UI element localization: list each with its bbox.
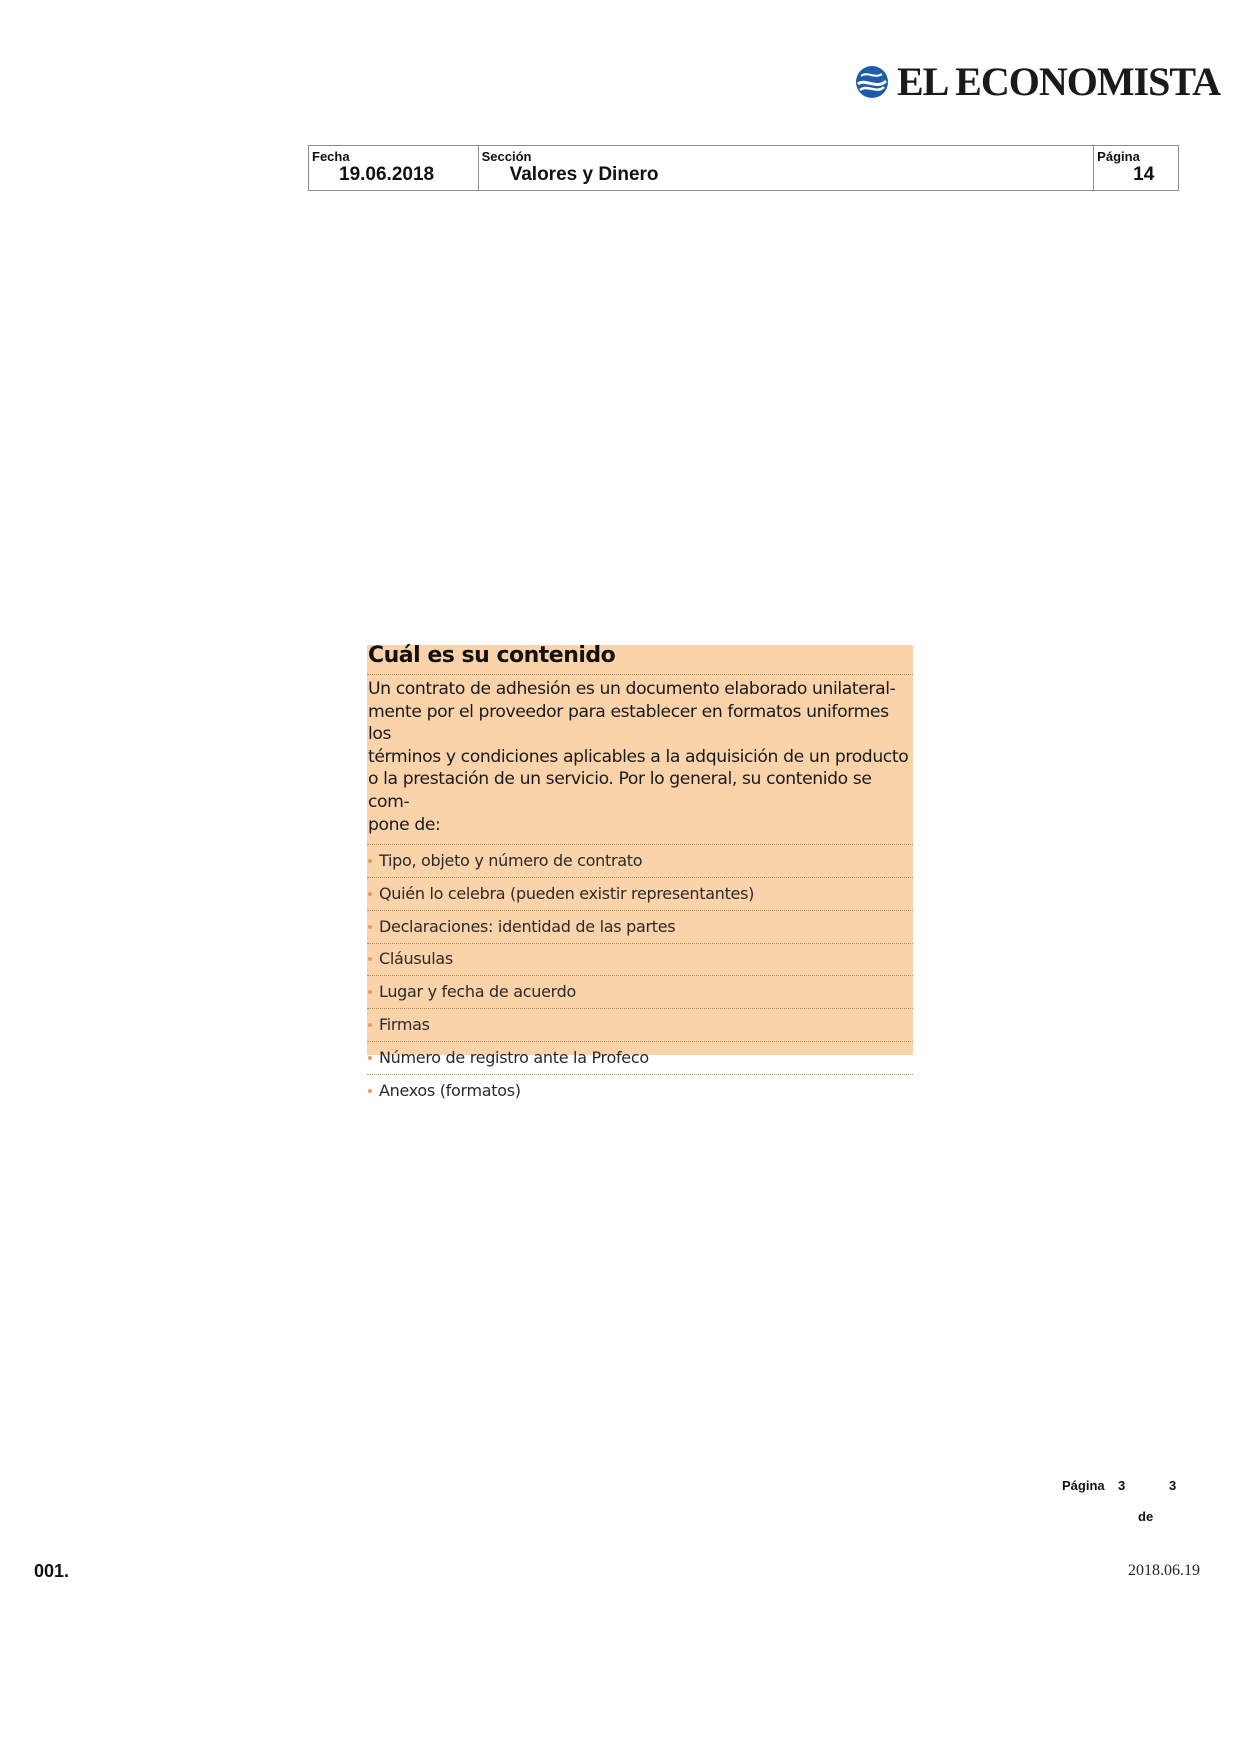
list-item-text: Lugar y fecha de acuerdo (379, 982, 576, 1002)
list-item-text: Cláusulas (379, 949, 453, 969)
list-item-text: Anexos (formatos) (379, 1081, 521, 1101)
pagina-value: 14 (1133, 164, 1155, 185)
clipping-body-line: o la prestación de un servicio. Por lo general, su contenido se com- (368, 769, 872, 812)
seccion-value: Valores y Dinero (509, 164, 659, 185)
bullet-icon (368, 1056, 372, 1060)
list-item-text: Declaraciones: identidad de las partes (379, 916, 676, 936)
clipping-body-line: mente por el proveedor para establecer en formatos uniformes los (368, 701, 889, 745)
page-counter-total: 3 (1169, 1478, 1177, 1493)
bullet-icon (368, 925, 372, 929)
page-counter-current: 3 (1118, 1478, 1126, 1493)
bullet-icon (368, 859, 372, 863)
bullet-icon (368, 957, 372, 961)
page-counter-label: Página (1062, 1478, 1105, 1493)
pagina-label: Página (1097, 149, 1140, 164)
globe-wave-icon (855, 65, 889, 99)
page-counter-of: de (1138, 1509, 1154, 1524)
list-item (367, 976, 913, 1009)
list-item (367, 944, 913, 977)
clipping-body (367, 675, 913, 845)
list-item-text: Tipo, objeto y número de contrato (379, 851, 643, 871)
bullet-icon (368, 892, 372, 896)
list-item (367, 845, 913, 878)
bullet-icon (368, 1023, 372, 1027)
seccion-cell (479, 146, 1095, 190)
header-meta-table (308, 145, 1179, 191)
list-item (367, 1075, 913, 1108)
clipping-body-line: Un contrato de adhesión es un documento elaborado unilateral- (368, 679, 896, 699)
document-code: 001. (34, 1561, 70, 1581)
list-item (367, 878, 913, 911)
article-clipping (367, 643, 913, 1101)
pagina-cell (1094, 146, 1178, 190)
list-item (367, 911, 913, 944)
list-item-text: Firmas (379, 1015, 430, 1035)
page-counter (1062, 1478, 1182, 1528)
fecha-label: Fecha (312, 149, 350, 164)
clipping-list (367, 845, 913, 1107)
list-item (367, 1042, 913, 1075)
brand-name: EL ECONOMISTA (897, 59, 1220, 104)
bullet-icon (368, 990, 372, 994)
list-item-text: Quién lo celebra (pueden existir representantes) (379, 883, 755, 903)
seccion-label: Sección (481, 149, 532, 164)
document-date: 2018.06.19 (1128, 1562, 1200, 1579)
brand-logo (855, 58, 1220, 105)
clipping-body-line: términos y condiciones aplicables a la adquisición de un producto (368, 746, 909, 767)
fecha-value: 19.06.2018 (339, 164, 435, 185)
bullet-icon (368, 1089, 372, 1093)
list-item-text: Número de registro ante la Profeco (379, 1047, 649, 1067)
clipping-body-line: pone de: (368, 814, 441, 835)
fecha-cell (309, 146, 479, 190)
clipping-title: Cuál es su contenido (367, 645, 913, 675)
list-item (367, 1009, 913, 1042)
